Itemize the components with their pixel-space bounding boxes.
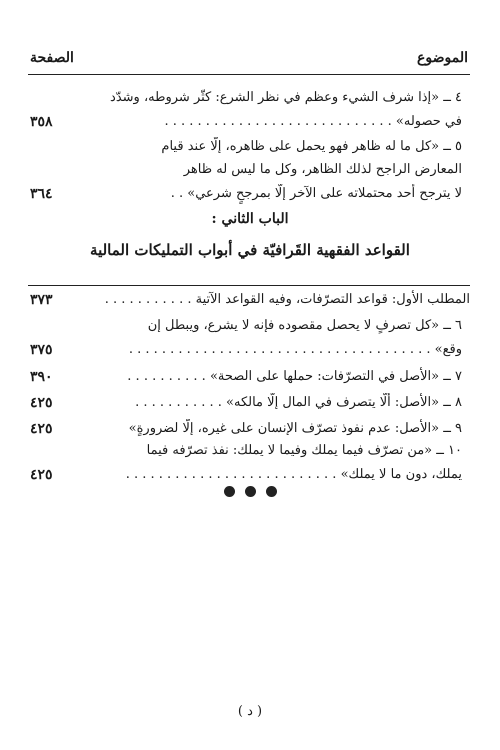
entry-8-page: ٤٢٥: [30, 395, 53, 411]
entry-5-line-1: ٥ ــ «كل ما له ظاهر فهو يحمل على ظاهره، إلّا عند قيام: [161, 139, 462, 154]
ornament-dot: [266, 486, 277, 497]
section-end-ornament: [0, 486, 500, 497]
entry-10-page: ٤٢٥: [30, 467, 53, 483]
chapter-rule: [28, 285, 470, 286]
entry-9-page: ٤٢٥: [30, 421, 53, 437]
ornament-dot: [224, 486, 235, 497]
entry-4-page: ٣٥٨: [30, 114, 53, 130]
entry-6-line-2: وقع» . . . . . . . . . . . . . . . . . . . . . . . . . . . . . . . . . . . . .: [128, 342, 462, 357]
entry-4-line-1: ٤ ــ «إذا شرف الشيء وعظم في نظر الشرع: كثّر شروطه، وشدّد: [110, 90, 462, 105]
header-topic: الموضوع: [417, 50, 468, 66]
entry-7-line-1: ٧ ــ «الأصل في التصرّفات: حملها على الصحة» . . . . . . . . . .: [127, 369, 462, 384]
entry-5-page: ٣٦٤: [30, 186, 53, 202]
entry-9-line-1: ٩ ــ «الأصل: عدم نفوذ تصرّف الإنسان على غيره، إلّا لضرورةٍ»: [128, 421, 462, 436]
header-page: الصفحة: [30, 50, 74, 66]
entry-10-line-2: يملك، دون ما لا يملك» . . . . . . . . . . . . . . . . . . . . . . . . . .: [125, 467, 462, 482]
footer-page-number: ( د ): [237, 704, 263, 719]
header-rule: [28, 74, 470, 75]
entry-5-line-3: لا يترجح أحد محتملاته على الآخر إلّا بمرجحٍ شرعي» . .: [170, 186, 462, 201]
entry-4-line-2: في حصوله» . . . . . . . . . . . . . . . . . . . . . . . . . . . .: [164, 114, 462, 129]
ornament-dot: [245, 486, 256, 497]
chapter-title: الباب الثاني :: [211, 211, 289, 227]
chapter-subtitle: القواعد الفقهية القَرافيّة في أبواب التمليكات المالية: [90, 241, 410, 259]
entry-10-line-1: ١٠ ــ «من تصرّف فيما يملك وفيما لا يملك: نفذ تصرّفه فيما: [146, 443, 462, 458]
entry-8-line-1: ٨ ــ «الأصل: ألّا يتصرف في المال إلّا مالكه» . . . . . . . . . . .: [135, 395, 462, 410]
section-1-title: المطلب الأول: قواعد التصرّفات، وفيه القواعد الآتية . . . . . . . . . . .: [104, 292, 470, 307]
entry-6-page: ٣٧٥: [30, 342, 53, 358]
entry-7-page: ٣٩٠: [30, 369, 53, 385]
entry-6-line-1: ٦ ــ «كل تصرفٍ لا يحصل مقصوده فإنه لا يشرع، ويبطل إن: [147, 318, 462, 333]
section-1-page: ٣٧٣: [30, 292, 53, 308]
entry-5-line-2: المعارض الراجح لذلك الظاهر، وكل ما ليس له ظاهر: [183, 162, 462, 177]
